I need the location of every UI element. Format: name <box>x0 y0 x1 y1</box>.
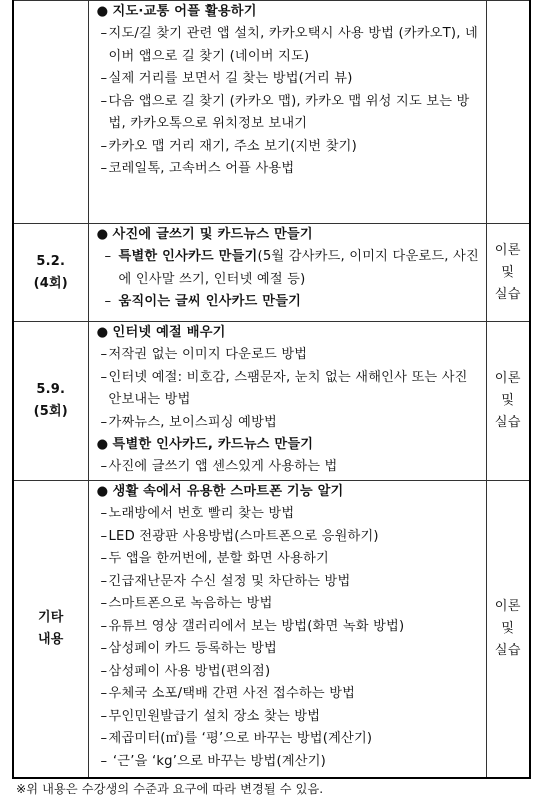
dash-icon: – <box>100 528 108 544</box>
dash-icon: – <box>100 161 108 176</box>
bullet-dot-icon: ● <box>96 484 109 499</box>
dash-icon: – <box>100 596 108 611</box>
section-block <box>97 1 480 181</box>
dash-icon: – <box>100 551 108 566</box>
list-item: –제곱미터(㎡)를 ‘평’으로 바꾸는 방법(계산기) <box>97 728 480 751</box>
section-heading: ● 사진에 글쓰기 및 카드뉴스 만들기 <box>97 224 480 246</box>
dash-icon: – <box>100 347 108 362</box>
list-item: – ‘근’을 ‘kg’으로 바꾸는 방법(계산기) <box>97 751 480 774</box>
list-item: –가짜뉴스, 보이스피싱 예방법 <box>97 412 480 435</box>
dash-icon: – <box>100 138 108 154</box>
list-item: – 움직이는 글씨 인사카드 만들기 <box>97 291 480 314</box>
type-cell <box>486 322 530 481</box>
dash-icon: – <box>100 618 108 634</box>
list-item: –삼성페이 사용 방법(편의점) <box>97 661 480 684</box>
schedule-table-frame <box>12 0 529 778</box>
content-cell <box>88 1 486 224</box>
bullet-dot-icon: ● <box>96 437 109 452</box>
dash-icon: – <box>100 459 108 474</box>
dash-icon: – <box>100 506 108 521</box>
section-heading: ● 특별한 인사카드, 카드뉴스 만들기 <box>97 434 480 456</box>
table-row <box>13 1 530 224</box>
type-line: 실습 <box>494 643 521 658</box>
list-item: –다음 앱으로 길 찾기 (카카오 맵), 카카오 맵 위성 지도 보는 방법, 카카오톡으로 위치정보 보내기 <box>97 91 480 136</box>
list-item: –삼성페이 카드 등록하는 방법 <box>97 638 480 661</box>
session-number: 내용 <box>37 632 64 647</box>
session-label-cell <box>13 1 88 224</box>
type-cell <box>486 224 530 322</box>
dash-icon: – <box>100 753 108 769</box>
section-block <box>97 322 480 434</box>
list-item: –지도/길 찾기 관련 앱 설치, 카카오택시 사용 방법 (카카오T), 네이버 앱으로 길 찾기 (네이버 지도) <box>97 23 480 68</box>
type-line: 및 <box>501 264 515 280</box>
session-date: 5.2. <box>36 253 66 269</box>
type-cell <box>486 481 530 779</box>
section-heading: ● 지도·교통 어플 활용하기 <box>97 1 480 23</box>
footnote: ※위 내용은 수강생의 수준과 요구에 따라 변경될 수 있음. <box>16 782 324 796</box>
list-item: –인터넷 예절: 비호감, 스팸문자, 눈치 없는 새해인사 또는 사진 안보내는 방법 <box>97 367 480 412</box>
list-item: –스마트폰으로 녹음하는 방법 <box>97 593 480 616</box>
bullet-dot-icon: ● <box>96 325 109 340</box>
type-line: 실습 <box>494 415 521 430</box>
content-cell <box>88 322 486 481</box>
list-item: – 특별한 인사카드 만들기(5월 감사카드, 이미지 다운로드, 사진에 인사말 쓰기, 인터넷 예절 등) <box>97 246 480 291</box>
session-date: 기타 <box>37 610 64 625</box>
dash-icon: – <box>100 26 108 41</box>
session-number: (5회) <box>33 404 68 419</box>
table-row <box>13 224 530 322</box>
list-item: –무인민원발급기 설치 장소 찾는 방법 <box>97 706 480 729</box>
dash-icon: – <box>100 93 108 109</box>
list-item: –두 앱을 한꺼번에, 분할 화면 사용하기 <box>97 548 480 571</box>
dash-icon: – <box>100 663 108 679</box>
dash-icon: – <box>104 294 112 309</box>
type-line: 및 <box>501 393 515 408</box>
content-cell <box>88 481 486 779</box>
dash-icon: – <box>100 573 108 589</box>
session-label-cell <box>13 224 88 322</box>
bullet-dot-icon: ● <box>96 4 109 19</box>
section-block <box>97 434 480 479</box>
session-label-cell <box>13 322 88 481</box>
curriculum-table <box>12 0 531 779</box>
dash-icon: – <box>100 686 108 701</box>
list-item: –실제 거리를 보면서 길 찾는 방법(거리 뷰) <box>97 68 480 91</box>
content-cell <box>88 224 486 322</box>
dash-icon: – <box>100 71 108 86</box>
dash-icon: – <box>100 414 108 430</box>
list-item: –저작권 없는 이미지 다운로드 방법 <box>97 344 480 367</box>
type-line: 이론 <box>494 242 521 258</box>
type-line: 이론 <box>494 371 521 386</box>
list-item: –카카오 맵 거리 재기, 주소 보기(지번 찾기) <box>97 136 480 159</box>
list-item: –LED 전광판 사용방법(스마트폰으로 응원하기) <box>97 526 480 549</box>
dash-icon: – <box>100 641 108 656</box>
table-row <box>13 481 530 779</box>
list-item: –유튜브 영상 갤러리에서 보는 방법(화면 녹화 방법) <box>97 616 480 639</box>
section-block <box>97 224 480 314</box>
session-number: (4회) <box>33 275 68 291</box>
dash-icon: – <box>100 731 108 746</box>
type-line: 이론 <box>494 599 521 614</box>
dash-icon: – <box>104 249 112 264</box>
dash-icon: – <box>100 708 108 724</box>
list-item: –긴급재난문자 수신 설정 및 차단하는 방법 <box>97 571 480 594</box>
type-line: 실습 <box>494 286 521 302</box>
section-block <box>97 481 480 773</box>
list-item: –사진에 글쓰기 앱 센스있게 사용하는 법 <box>97 456 480 479</box>
table-row <box>13 322 530 481</box>
list-item: –코레일톡, 고속버스 어플 사용법 <box>97 158 480 181</box>
session-label-cell <box>13 481 88 779</box>
type-line: 및 <box>501 621 515 636</box>
list-item: –우체국 소포/택배 간편 사전 접수하는 방법 <box>97 683 480 706</box>
session-date: 5.9. <box>36 382 66 397</box>
bullet-dot-icon: ● <box>96 227 109 242</box>
dash-icon: – <box>100 369 108 385</box>
section-heading: ● 인터넷 예절 배우기 <box>97 322 480 344</box>
section-heading: ● 생활 속에서 유용한 스마트폰 기능 알기 <box>97 481 480 503</box>
list-item: –노래방에서 번호 빨리 찾는 방법 <box>97 503 480 526</box>
type-cell <box>486 1 530 224</box>
